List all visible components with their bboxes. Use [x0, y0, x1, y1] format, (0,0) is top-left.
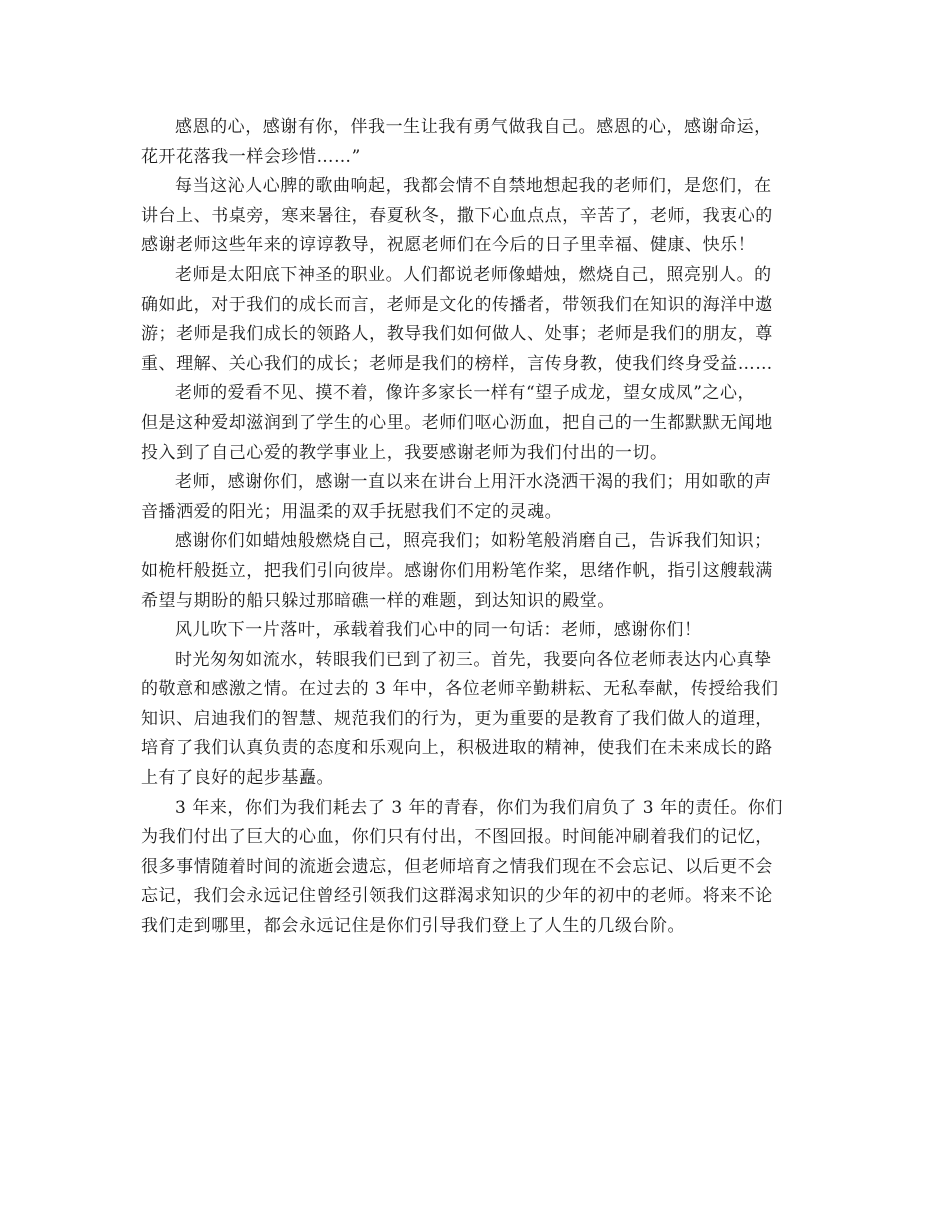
document-body [141, 113, 812, 942]
paragraph-5: 老师，感谢你们，感谢一直以来在讲台上用汗水浇洒干渴的我们；用如歌的声 音播洒爱的阳光；用温柔的双手抚慰我们不定的灵魂。 [141, 472, 772, 522]
paragraph-4: 老师的爱看不见、摸不着，像许多家长一样有“望子成龙，望女成凤”之心， 但是这种爱却滋润到了学生的心里。老师们呕心沥血，把自己的一生都默默无闻地 投入到了自己心爱的教学事业上，我要感谢老师为我们付出的一切。 [141, 383, 773, 463]
paragraph-2: 每当这沁人心脾的歌曲响起，我都会情不自禁地想起我的老师们，是您们，在 讲台上、书桌旁，寒来暑往，春夏秋冬，撒下心血点点，辛苦了，老师，我衷心的 感谢老师这些年来的谆谆教导，祝愿老师们在今后的日子里幸福、健康、快乐！ [141, 176, 773, 256]
paragraph-8: 时光匆匆如流水，转眼我们已到了初三。首先，我要向各位老师表达内心真挚 的敬意和感激之情。在过去的 3 年中，各位老师辛勤耕耘、无私奉献，传授给我们 知识、启迪我们的智慧、规范我们的行为，更为重要的是教育了我们做人的道理， 培育了我们认真负责的态度和乐观向上，积极进取的精神，使我们在未来成长的路 上有了良好的起步基矗。 [141, 649, 779, 789]
paragraph-7: 风儿吹下一片落叶，承载着我们心中的同一句话：老师，感谢你们！ [175, 620, 702, 641]
paragraph-1: 感恩的心，感谢有你，伴我一生让我有勇气做我自己。感恩的心，感谢命运， 花开花落我一样会珍惜……” [141, 117, 772, 167]
paragraph-3: 老师是太阳底下神圣的职业。人们都说老师像蜡烛，燃烧自己，照亮别人。的 确如此，对于我们的成长而言，老师是文化的传播者，带领我们在知识的海洋中遨 游；老师是我们成长的领路人，教导我们如何做人、处事；老师是我们的朋友，尊 重、理解、关心我们的成长；老师是我们的榜样，言传身教，使我们终身受益…… [141, 264, 773, 374]
paragraph-9: 3 年来，你们为我们耗去了 3 年的青春，你们为我们肩负了 3 年的责任。你们 为我们付出了巨大的心血，你们只有付出，不图回报。时间能冲刷着我们的记忆， 很多事情随着时间的流逝会遗忘，但老师培育之情我们现在不会忘记、以后更不会 忘记，我们会永远记住曾经引领我们这群渴求知识的少年的初中的老师。将来不论 我们走到哪里，都会永远记住是你们引导我们登上了人生的几级台阶。 [141, 797, 783, 937]
paragraph-6: 感谢你们如蜡烛般燃烧自己，照亮我们；如粉笔般消磨自己，告诉我们知识； 如桅杆般挺立，把我们引向彼岸。感谢你们用粉笔作桨，思绪作帆，指引这艘载满 希望与期盼的船只躲过那暗礁一样的难题，到达知识的殿堂。 [141, 531, 773, 611]
